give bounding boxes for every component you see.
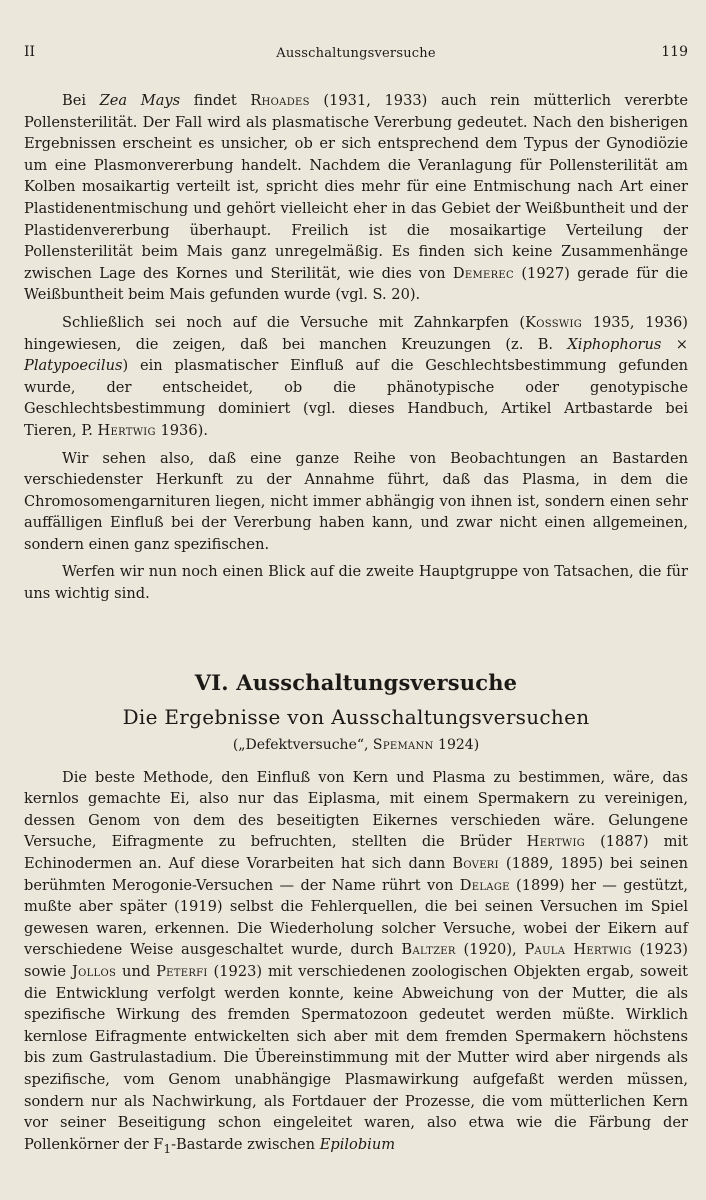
- paragraph-summary: Wir sehen also, daß eine ganze Reihe von Beobachtungen an Bastarden verschiedenster Herkunft zu der Annahme führt, daß das Plasma, in dem die Chromosomengarnituren liegen, nicht immer abhängig von ihnen ist, sondern einen sehr auffälligen Einfluß bei der Vererbung haben kann, und zwar nicht einen allgemeinen, sondern einen ganz spezifischen.: [24, 449, 688, 553]
- author-name: Spemann: [372, 736, 434, 753]
- author-name: Hertwig: [526, 833, 586, 851]
- paragraph-zea-mays: Bei Zea Mays findet Rhoades (1931, 1933) auch rein mütterlich vererbte Pollensterilität. Der Fall wird als plasmatische Vererbung gedeutet. Nach den bisherigen Ergebnissen erscheint es unsicher, ob er sich entsprechend dem Typus der Gynodiözie um eine Plasmonvererbung handelt. Nachdem die Veranlagung für Pollensterilität am Kolben mosaikartig verteilt ist, spricht dies mehr für eine Entmischung nach Art einer Plastidenentmischung und gehört vielleicht eher in das Gebiet der Weißbuntheit und der Plastidenvererbung überhaupt. Freilich ist die mosaikartige Verteilung der Pollensterilität beim Mais ganz unregelmäßig. Es finden sich keine Zusammenhänge zwischen Lage des Kornes und Sterilität, wie dies von Demerec (1927) gerade für die Weißbuntheit beim Mais gefunden wurde (vgl. S. 20).: [24, 92, 688, 304]
- section-subheading: Die Ergebnisse von Ausschaltungsversuchen: [122, 704, 590, 729]
- author-name: Paula Hertwig: [524, 941, 632, 959]
- section-heading: VI. Ausschaltungsversuche: [194, 669, 518, 695]
- author-name: Boveri: [452, 855, 499, 873]
- running-header: [24, 44, 688, 68]
- paragraph-zahnkarpfen: Schließlich sei noch auf die Versuche mit Zahnkarpfen (Kosswig 1935, 1936) hingewiesen, die zeigen, daß bei manchen Kreuzungen (z. B. Xiphophorus × Platypoecilus) ein plasmatischer Einfluß auf die Geschlechtsbestimmung gefunden wurde, der entscheidet, ob die phänotypische oder genotypische Geschlechtsbestimmung dominiert (vgl. dieses Handbuch, Artikel Artbastarde bei Tieren, P. Hertwig 1936).: [24, 313, 688, 439]
- header-title: Ausschaltungsversuche: [276, 46, 436, 61]
- page-number: 119: [661, 44, 688, 60]
- author-name: Delage: [459, 876, 510, 894]
- author-name: Baltzer: [401, 941, 456, 959]
- author-name: Rhoades: [250, 92, 310, 109]
- author-name: Jollos: [71, 963, 117, 980]
- section-note: („Defektversuche“, Spemann 1924): [232, 736, 480, 753]
- author-name: Kosswig: [525, 313, 583, 331]
- header-section-mark: II: [24, 44, 36, 60]
- paragraph-method: Die beste Methode, den Einfluß von Kern und Plasma zu bestimmen, wäre, das kernlos gemachte Ei, also nur das Eiplasma, mit einem Spermakern zu vereinigen, dessen Genom von dem des beseitigten Eikernes verschieden wäre. Gelungene Versuche, Eifragmente zu befruchten, stellten die Brüder Hertwig (1887) mit Echinodermen an. Auf diese Vorarbeiten hat sich dann Boveri (1889, 1895) bei seinen berühmten Merogonie-Versuchen — der Name rührt von Delage (1899) her — gestützt, mußte aber später (1919) selbst die Fehlerquellen, die bei seinen Versuchen im Spiel gewesen waren, erkennen. Die Wiederholung solcher Versuche, wobei der Eikern auf verschiedene Weise ausgeschaltet wurde, durch Baltzer (1920), Paula Hertwig (1923) sowie Jollos und Peterfi (1923) mit verschiedenen zoologischen Objekten ergab, soweit die Entwicklung verfolgt werden konnte, keine Abweichung von der Mutter, die als spezifische Wirkung des fremden Spermatozoon gedeutet werden müßte. Wirklich kernlose Eifragmente entwickelten sich aber mit dem fremden Spermakern höchstens bis zum Gastrulastadium. Die Übereinstimmung mit der Mutter wird aber nirgends als spezifische, vom Genom unabhängige Plasmawirkung aufgefaßt werden müssen, sondern nur als Nachwirkung, als Fortdauer der Prozesse, die vom mütterlichen Kern vor seiner Beseitigung schon eingeleitet waren, also etwa wie die Färbung der Pollenkörner der $F_1$-Bastarde zwischen Epilobium: [24, 768, 688, 1156]
- author-name: Peterfi: [156, 963, 208, 980]
- author-name: Demerec: [452, 264, 514, 282]
- paragraph-transition: Werfen wir nun noch einen Blick auf die zweite Hauptgruppe von Tatsachen, die für uns wichtig sind.: [24, 563, 688, 603]
- author-name: Hertwig: [97, 421, 156, 439]
- page-body: [24, 90, 688, 1166]
